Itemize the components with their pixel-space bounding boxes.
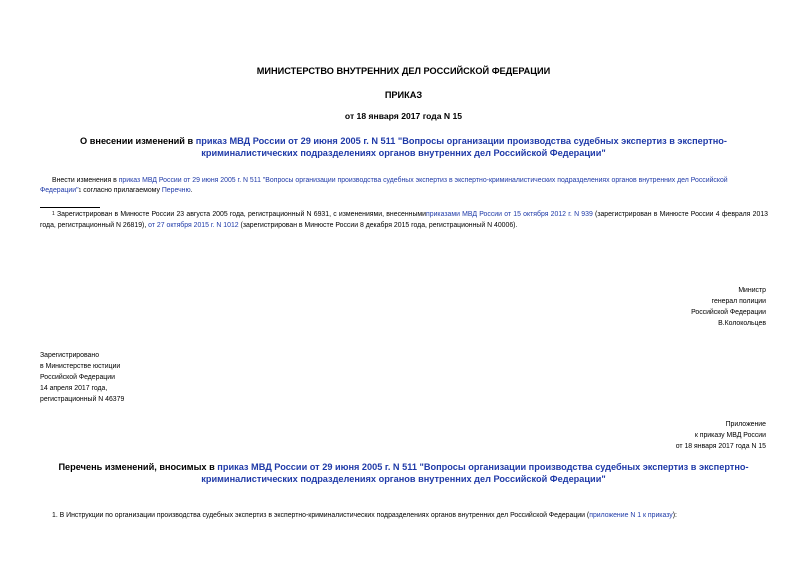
signature-line: генерал полиции bbox=[711, 298, 766, 305]
body-end: . bbox=[190, 187, 193, 194]
signature-line: Российской Федерации bbox=[691, 309, 766, 316]
appendix-block bbox=[676, 419, 766, 452]
footnote-text-1: Зарегистрирован в Минюсте России 23 августа 2005 года, регистрационный N 6931, с изменениями, внесенными bbox=[54, 211, 426, 218]
registration-block bbox=[40, 350, 124, 405]
registration-line: Российской Федерации bbox=[40, 374, 115, 381]
footnote-link-order-1012[interactable]: от 27 октября 2015 г. N 1012 bbox=[148, 222, 239, 229]
registration-line: в Министерстве юстиции bbox=[40, 363, 121, 370]
list-title-order-link[interactable]: приказ МВД России от 29 июня 2005 г. N 511 "Вопросы организации производства судебных экспертиз в экспертно-криминалистических подразделениях органов внутренних дел Российской Федерации" bbox=[201, 462, 749, 484]
order-body-paragraph bbox=[40, 176, 768, 196]
footnote-link-orders-939[interactable]: приказами МВД России от 15 октября 2012 г. N 939 bbox=[426, 211, 593, 218]
registration-line: Зарегистрировано bbox=[40, 352, 100, 359]
list-title-prefix: Перечень изменений, вносимых в bbox=[58, 462, 218, 472]
footnote-number: 1 bbox=[52, 211, 55, 217]
footnote-mark: 1 bbox=[78, 188, 82, 194]
signature-block bbox=[691, 285, 766, 329]
changes-list-title bbox=[40, 461, 767, 485]
document-type-heading: ПРИКАЗ bbox=[384, 90, 423, 100]
footnote-text-2: (зарегистрирован в Минюсте России 4 февраля 2013 года, регистрационный N 26819), bbox=[40, 211, 768, 229]
appendix-line: от 18 января 2017 года N 15 bbox=[675, 443, 766, 450]
registration-line: регистрационный N 46379 bbox=[40, 396, 125, 403]
appendix-line: Приложение bbox=[725, 421, 766, 428]
list-link[interactable]: Перечню bbox=[161, 187, 191, 194]
ministry-heading: МИНИСТЕРСТВО ВНУТРЕННИХ ДЕЛ РОССИЙСКОЙ ФЕДЕРАЦИИ bbox=[256, 66, 551, 76]
registration-line: 14 апреля 2017 года, bbox=[40, 385, 108, 392]
footnote-divider bbox=[40, 207, 100, 208]
document-title bbox=[40, 135, 767, 159]
appendix-line: к приказу МВД России bbox=[694, 432, 766, 439]
list-item bbox=[52, 511, 768, 521]
document-date-number: от 18 января 2017 года N 15 bbox=[344, 111, 463, 121]
body-prefix: Внести изменения в bbox=[52, 177, 119, 184]
body-order-link[interactable]: приказ МВД России от 29 июня 2005 г. N 511 "Вопросы организации производства судебных экспертиз в экспертно-криминалистических подразделениях органов внутренних дел Российской Федерации" bbox=[40, 177, 728, 194]
footnote bbox=[40, 209, 768, 231]
signature-line: В.Колокольцев bbox=[718, 320, 766, 327]
signature-line: Министр bbox=[738, 287, 766, 294]
body-mid: согласно прилагаемому bbox=[81, 187, 162, 194]
item1-text: 1. В Инструкции по организации производства судебных экспертиз в экспертно-криминалистических подразделениях органов внутренних дел Российской Федерации ( bbox=[52, 512, 590, 519]
footnote-text-3: (зарегистрирован в Минюсте России 8 декабря 2015 года, регистрационный N 40006). bbox=[238, 222, 518, 229]
title-prefix: О внесении изменений в bbox=[80, 136, 196, 146]
appendix-link[interactable]: приложение N 1 к приказу bbox=[589, 512, 673, 519]
item1-end: ): bbox=[672, 512, 677, 519]
title-order-link[interactable]: приказ МВД России от 29 июня 2005 г. N 511 "Вопросы организации производства судебных экспертиз в экспертно-криминалистических подразделениях органов внутренних дел Российской Федерации" bbox=[195, 136, 727, 158]
